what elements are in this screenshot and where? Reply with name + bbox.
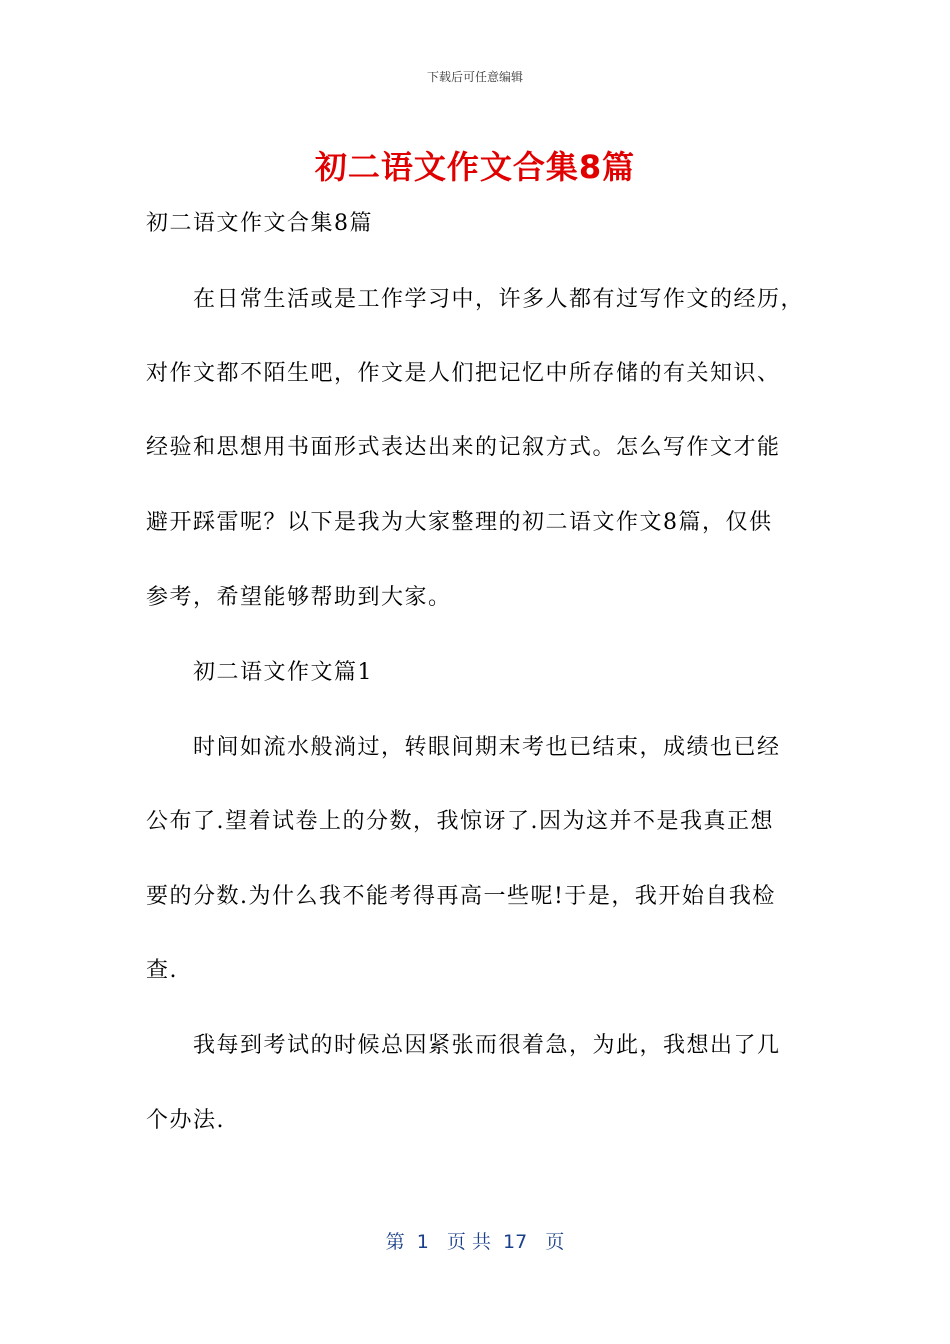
- body-line-1: 时间如流水般淌过，转眼间期末考也已结束，成绩也已经: [193, 735, 781, 760]
- body-line-3: 要的分数.为什么我不能考得再高一些呢!于是，我开始自我检: [146, 884, 776, 909]
- body-line-4: 查.: [146, 958, 178, 983]
- page-footer: 第 1 页 共 17 页: [385, 1231, 565, 1253]
- intro-line-2: 对作文都不陌生吧，作文是人们把记忆中所存储的有关知识、: [146, 361, 781, 386]
- document-title: 初二语文作文合集8篇: [314, 148, 636, 186]
- body-line-2: 公布了.望着试卷上的分数，我惊讶了.因为这并不是我真正想: [146, 809, 774, 834]
- section-heading: 初二语文作文篇1: [193, 660, 373, 685]
- intro-line-5: 参考，希望能够帮助到大家。: [146, 585, 452, 610]
- header-note: 下载后可任意编辑: [426, 70, 523, 84]
- intro-line-1: 在日常生活或是工作学习中，许多人都有过写作文的经历，: [193, 287, 805, 312]
- intro-line-4: 避开踩雷呢？以下是我为大家整理的初二语文作文8篇，仅供: [146, 510, 773, 535]
- subtitle-line: 初二语文作文合集8篇: [146, 211, 373, 236]
- intro-line-3: 经验和思想用书面形式表达出来的记叙方式。怎么写作文才能: [146, 435, 781, 460]
- body-line-6: 个办法.: [146, 1108, 225, 1133]
- body-line-5: 我每到考试的时候总因紧张而很着急，为此，我想出了几: [193, 1033, 781, 1058]
